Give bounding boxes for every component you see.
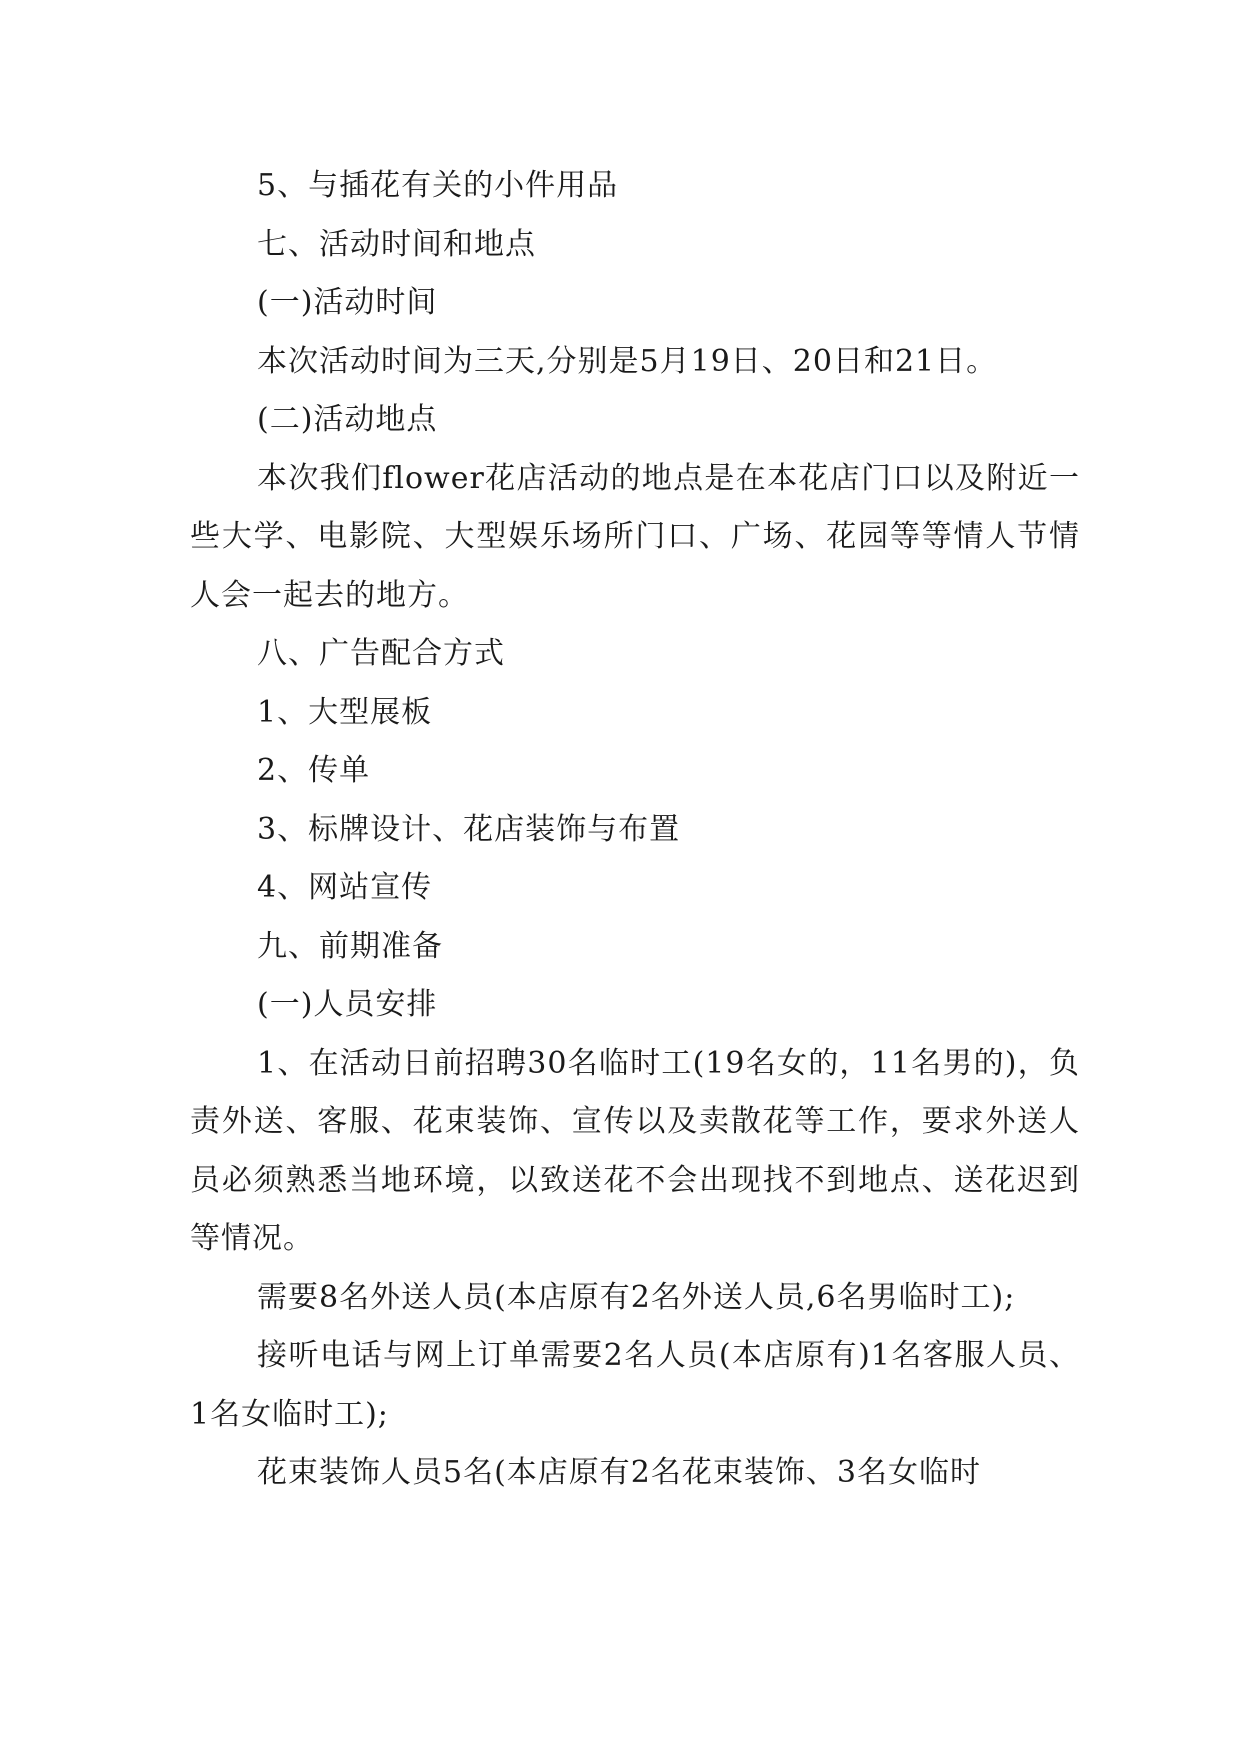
paragraph: 接听电话与网上订单需要2名人员(本店原有)1名客服人员、1名女临时工);: [190, 1338, 1080, 1432]
paragraph: 1、在活动日前招聘30名临时工(19名女的，11名男的)，负责外送、客服、花束装饰、宣传以及卖散花等工作，要求外送人员必须熟悉当地环境，以致送花不会出现找不到地点、送花迟到等情况。: [190, 1045, 1080, 1256]
list-item: 4、网站宣传: [257, 870, 433, 905]
section-heading: 八、广告配合方式: [257, 636, 505, 671]
section-heading: 九、前期准备: [257, 928, 443, 964]
paragraph: 本次我们flower花店活动的地点是在本花店门口以及附近一些大学、电影院、大型娱乐场所门口、广场、花园等等情人节情人会一起去的地方。: [190, 460, 1080, 613]
list-item: 3、标牌设计、花店装饰与布置: [257, 811, 681, 847]
document-body: [190, 157, 1080, 1503]
list-item: 5、与插花有关的小件用品: [257, 168, 619, 203]
subsection-heading: (二)活动地点: [257, 402, 438, 437]
paragraph: 本次活动时间为三天,分别是5月19日、20日和21日。: [257, 343, 998, 379]
list-item: 1、大型展板: [257, 694, 433, 730]
list-item: 2、传单: [257, 753, 371, 788]
subsection-heading: (一)人员安排: [257, 987, 438, 1022]
subsection-heading: (一)活动时间: [257, 285, 438, 320]
paragraph: 花束装饰人员5名(本店原有2名花束装饰、3名女临时: [257, 1455, 981, 1490]
section-heading: 七、活动时间和地点: [257, 226, 536, 262]
paragraph: 需要8名外送人员(本店原有2名外送人员,6名男临时工);: [257, 1279, 1016, 1315]
